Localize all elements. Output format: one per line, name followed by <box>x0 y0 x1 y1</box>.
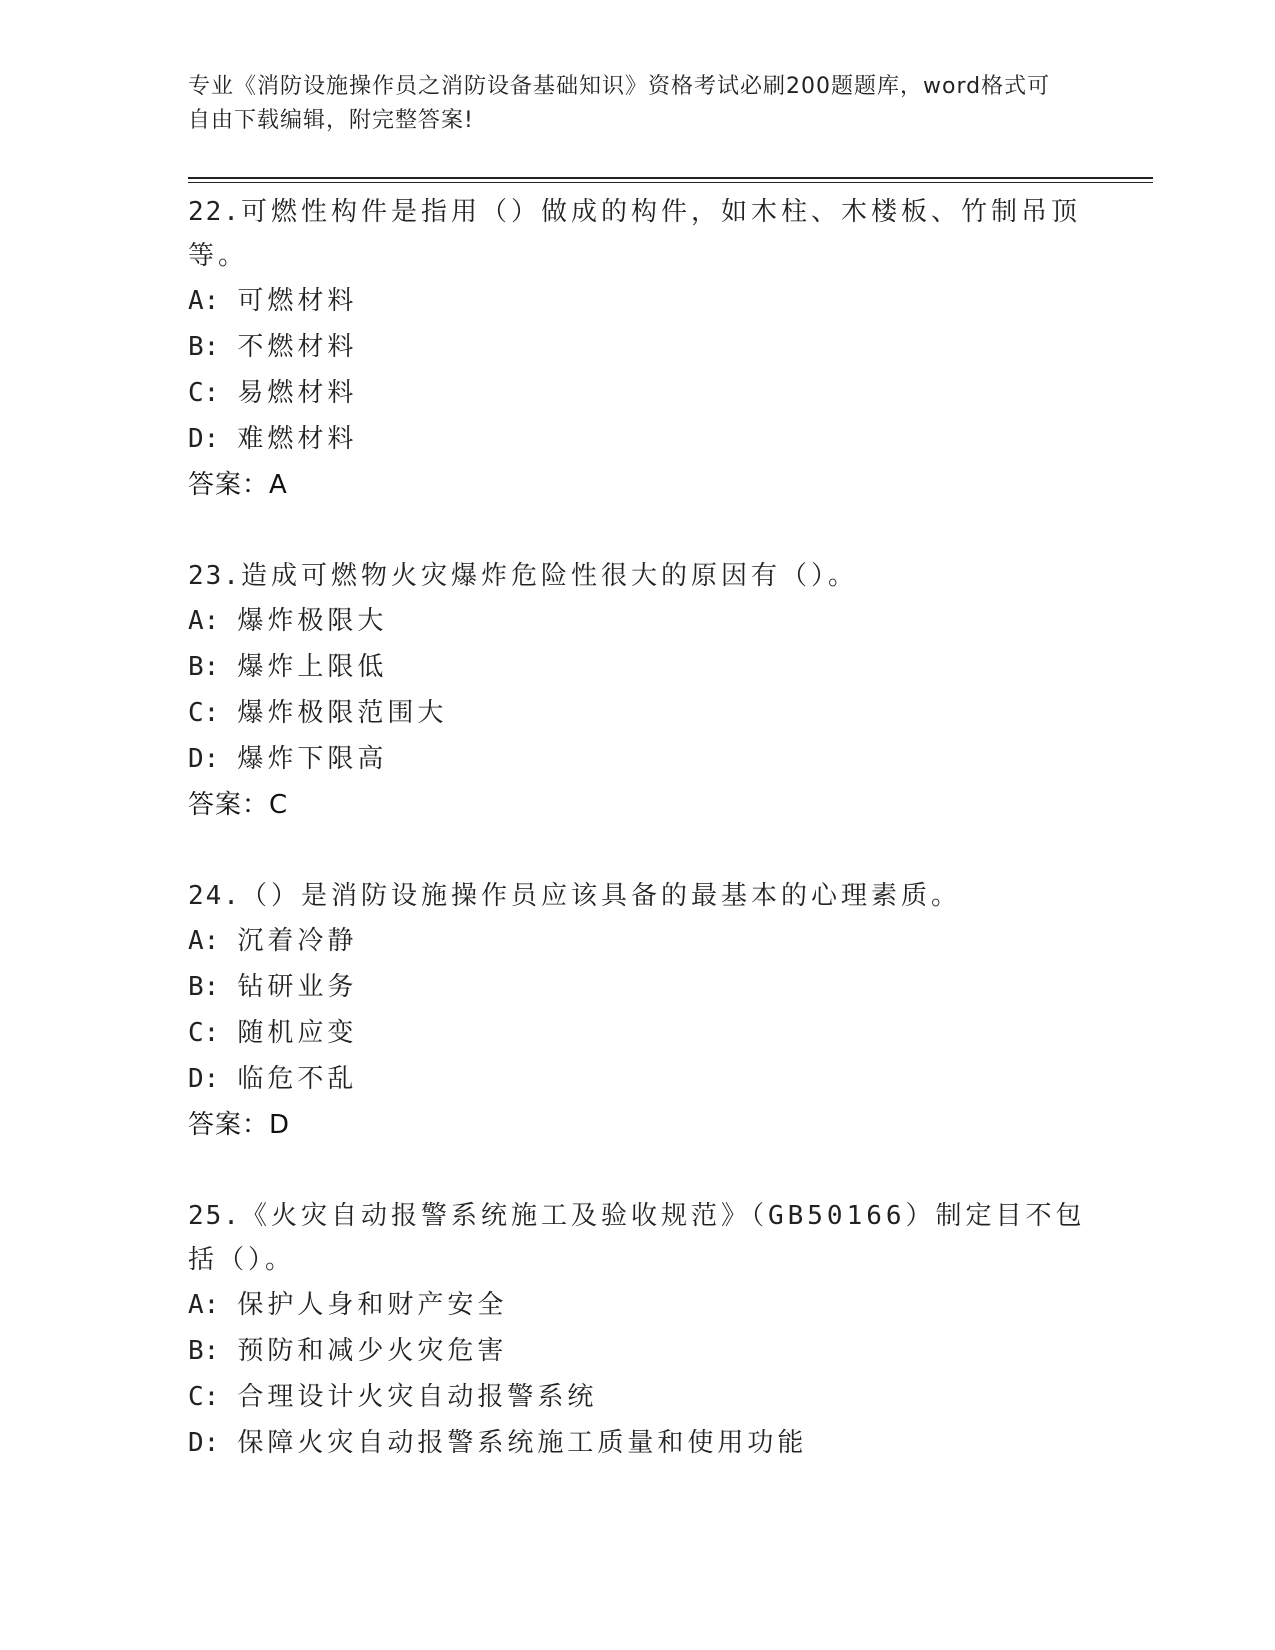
header-divider-thick <box>188 177 1153 179</box>
option-a: A: 爆炸极限大 <box>188 606 388 636</box>
document-header <box>188 70 1068 138</box>
option-key: A <box>188 286 204 316</box>
option-text: 爆炸上限低 <box>237 652 388 682</box>
option-text: 随机应变 <box>237 1018 358 1048</box>
option-key: B <box>188 972 204 1002</box>
answer-value: C <box>269 790 289 820</box>
answer-value: D <box>269 1110 291 1140</box>
option-d: D: 保障火灾自动报警系统施工质量和使用功能 <box>188 1428 808 1458</box>
option-a: A: 可燃材料 <box>188 286 358 316</box>
header-divider-thin <box>188 182 1153 183</box>
option-b: B: 预防和减少火灾危害 <box>188 1336 508 1366</box>
option-key: C <box>188 1382 204 1412</box>
option-key: D <box>188 424 204 454</box>
answer-line <box>188 782 1088 828</box>
question-text: （）是消防设施操作员应该具备的最基本的心理素质。 <box>240 881 961 911</box>
answer-label: 答案： <box>188 1110 270 1140</box>
option-text: 预防和减少火灾危害 <box>237 1336 508 1366</box>
option-b: B: 不燃材料 <box>188 332 358 362</box>
question-number: 24. <box>188 881 241 911</box>
option-key: A <box>188 1290 204 1320</box>
option-text: 爆炸极限大 <box>237 606 388 636</box>
option-text: 易燃材料 <box>237 378 358 408</box>
option-key: B <box>188 1336 204 1366</box>
option-text: 沉着冷静 <box>237 926 358 956</box>
option-text: 爆炸极限范围大 <box>237 698 448 728</box>
option-b: B: 爆炸上限低 <box>188 652 388 682</box>
option-key: A <box>188 926 204 956</box>
option-c: C: 合理设计火灾自动报警系统 <box>188 1382 598 1412</box>
option-key: C <box>188 698 204 728</box>
option-key: A <box>188 606 204 636</box>
question-22 <box>188 190 1088 508</box>
question-24 <box>188 874 1088 1148</box>
option-text: 可燃材料 <box>237 286 358 316</box>
answer-label: 答案： <box>188 470 270 500</box>
option-key: B <box>188 332 204 362</box>
answer-line <box>188 1102 1088 1148</box>
option-key: B <box>188 652 204 682</box>
question-stem <box>188 554 1088 598</box>
option-text: 合理设计火灾自动报警系统 <box>237 1382 598 1412</box>
option-text: 不燃材料 <box>237 332 358 362</box>
question-stem <box>188 874 1088 918</box>
option-key: D <box>188 1064 204 1094</box>
question-text: 可燃性构件是指用（）做成的构件，如木柱、木楼板、竹制吊顶等。 <box>188 197 1081 271</box>
question-number: 25. <box>188 1201 241 1231</box>
answer-label: 答案： <box>188 790 270 820</box>
document-title: 专业《消防设施操作员之消防设备基础知识》资格考试必刷200题题库，word格式可自由下载编辑，附完整答案! <box>188 74 1051 133</box>
question-text: 造成可燃物火灾爆炸危险性很大的原因有（）。 <box>240 561 858 591</box>
question-text: 《火灾自动报警系统施工及验收规范》（GB50166）制定目不包括（）。 <box>188 1201 1086 1275</box>
option-a: A: 沉着冷静 <box>188 926 358 956</box>
answer-line <box>188 462 1088 508</box>
question-stem <box>188 1194 1088 1282</box>
option-c: C: 随机应变 <box>188 1018 358 1048</box>
option-d: D: 临危不乱 <box>188 1064 358 1094</box>
option-text: 爆炸下限高 <box>237 744 388 774</box>
option-text: 临危不乱 <box>237 1064 358 1094</box>
option-c: C: 易燃材料 <box>188 378 358 408</box>
option-text: 钻研业务 <box>237 972 358 1002</box>
question-stem <box>188 190 1088 278</box>
option-a: A: 保护人身和财产安全 <box>188 1290 508 1320</box>
option-key: C <box>188 1018 204 1048</box>
option-key: D <box>188 744 204 774</box>
option-text: 难燃材料 <box>237 424 358 454</box>
question-list <box>188 190 1088 1512</box>
question-number: 23. <box>188 561 241 591</box>
option-key: C <box>188 378 204 408</box>
option-key: D <box>188 1428 204 1458</box>
option-text: 保障火灾自动报警系统施工质量和使用功能 <box>237 1428 808 1458</box>
option-b: B: 钻研业务 <box>188 972 358 1002</box>
option-d: D: 难燃材料 <box>188 424 358 454</box>
question-23 <box>188 554 1088 828</box>
question-25 <box>188 1194 1088 1466</box>
option-c: C: 爆炸极限范围大 <box>188 698 448 728</box>
option-d: D: 爆炸下限高 <box>188 744 388 774</box>
option-text: 保护人身和财产安全 <box>237 1290 508 1320</box>
answer-value: A <box>269 470 288 500</box>
question-number: 22. <box>188 197 241 227</box>
